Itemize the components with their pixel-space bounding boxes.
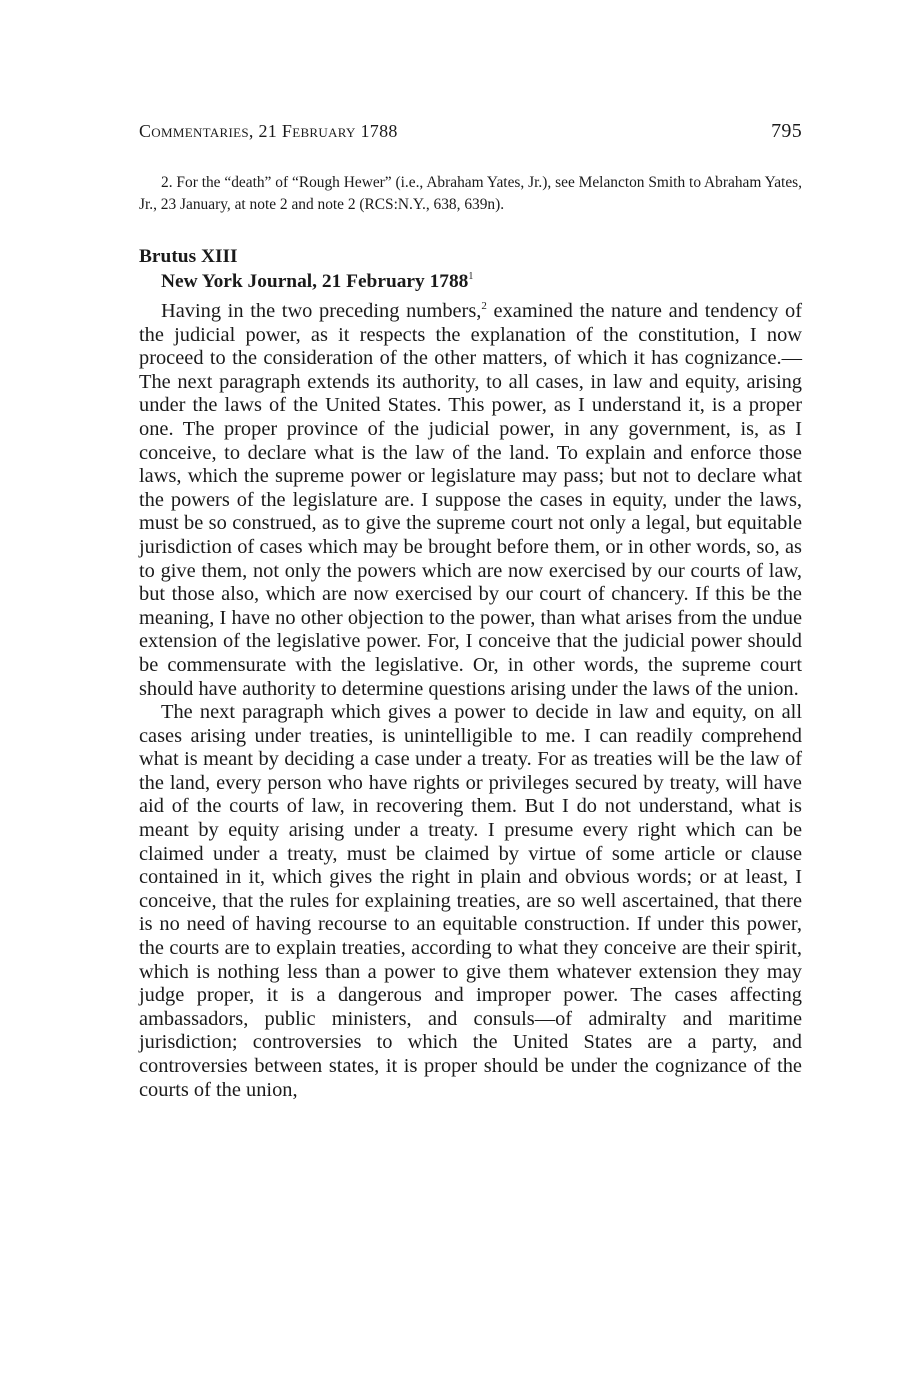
running-title: Commentaries, 21 February 1788 xyxy=(139,121,398,141)
page-number: 795 xyxy=(771,120,802,142)
paragraph-text: Having in the two preceding numbers, xyxy=(161,300,482,322)
body-paragraph: The next paragraph which gives a power to decide in law and equity, on all cases arising under treaties, is unintelligible to me. I can readily comprehend what is meant by deciding a case under a treaty. For as treaties will be the law of the land, every person who have rights or privileges secured by treaty, will have aid of the courts of law, in recovering them. But I do not understand, what is meant by equity arising under a treaty. I presume every right which can be claimed under a treaty, must be claimed by virtue of some article or clause contained in it, which gives the right in plain and obvious words; or at least, I conceive, that the rules for explaining treaties, are so well ascertained, that there is no need of having recourse to an equitable construction. If under this power, the courts are to explain treaties, according to what they conceive are their spirit, which is nothing less than a power to give them whatever extension they may judge proper, it is a dangerous and improper power. The cases affecting ambassadors, public ministers, and consuls—of admiralty and maritime jurisdiction; controversies to which the United States are a party, and controversies between states, it is proper should be under the cognizance of the courts of the union, xyxy=(139,701,802,1101)
footnote-ref: 2 xyxy=(481,300,487,312)
running-head xyxy=(139,120,802,150)
article-source-text: New York Journal, 21 February 1788 xyxy=(161,271,469,292)
article-title: Brutus XIII xyxy=(139,246,238,267)
article-source xyxy=(139,269,802,294)
paragraph-text: examined the nature and tendency of the judicial power, as it respects the explanation of the constitution, I now proceed to the consideration of the other matters, of which it has cognizance.—The next paragraph extends its authority, to all cases, in law and equity, arising under the laws of the United States. This power, as I understand it, is a proper one. The proper province of the judicial power, in any government, is, as I conceive, to declare what is the law of the land. To explain and enforce those laws, which the supreme power or legislature may pass; but not to declare what the powers of the legislature are. I suppose the cases in equity, under the laws, must be so construed, as to give the supreme court not only a legal, but equitable jurisdiction of cases which may be brought before them, or in other words, so, as to give them, not only the powers which are now exercised by our courts of law, but those also, which are now exercised by our court of chancery. If this be the meaning, I have no other objection to the power, than what arises from the undue extension of the legislative power. For, I conceive that the judicial power should be commensurate with the legislative. Or, in other words, the supreme court should have authority to determine questions arising under the laws of the union. xyxy=(139,300,802,700)
body-paragraph xyxy=(139,300,802,701)
document-page xyxy=(139,120,802,1102)
footnote: 2. For the “death” of “Rough Hewer” (i.e., Abraham Yates, Jr.), see Melancton Smith to Abraham Yates, Jr., 23 January, at note 2 and note 2 (RCS:N.Y., 638, 639n). xyxy=(139,174,802,213)
source-footnote-ref: 1 xyxy=(468,271,474,282)
